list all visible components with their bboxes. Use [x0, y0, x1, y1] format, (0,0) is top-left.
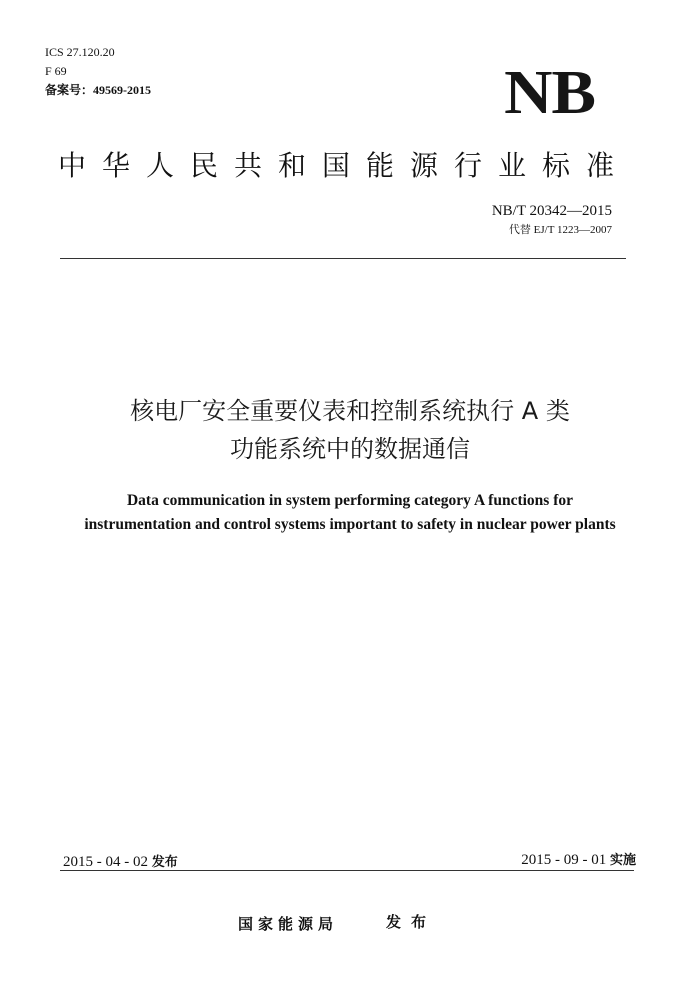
nb-logo: NB — [504, 59, 595, 127]
title-zh-line2: 功能系统中的数据通信 — [230, 435, 470, 463]
implement-date-label: 实施 — [609, 853, 636, 868]
issue-date-label: 发布 — [151, 855, 178, 870]
record-number: 备案号：49569-2015 — [45, 83, 151, 97]
title-en-line2: instrumentation and control systems important to safety in nuclear power plants — [84, 516, 616, 533]
publisher-name: 国家能源局 — [238, 915, 339, 933]
issue-date-value: 2015 - 04 - 02 — [63, 854, 148, 870]
title-en-line1: Data communication in system performing category A functions for — [126, 492, 573, 509]
ics-code: ICS 27.120.20 — [45, 45, 115, 59]
publisher-action: 发布 — [386, 913, 437, 931]
header-divider — [60, 258, 626, 259]
title-zh-line1: 核电厂安全重要仪表和控制系统执行 A 类 — [130, 397, 570, 425]
footer-divider — [60, 870, 634, 871]
implement-date-value: 2015 - 09 - 01 — [521, 852, 607, 868]
standard-number: NB/T 20342—2015 — [491, 203, 612, 219]
implement-date — [521, 850, 636, 871]
replaces-standard: 代替 EJ/T 1223—2007 — [508, 224, 612, 236]
classification-code: F 69 — [45, 64, 67, 78]
standard-category-title: 中华人民共和国能源行业标准 — [58, 149, 631, 182]
